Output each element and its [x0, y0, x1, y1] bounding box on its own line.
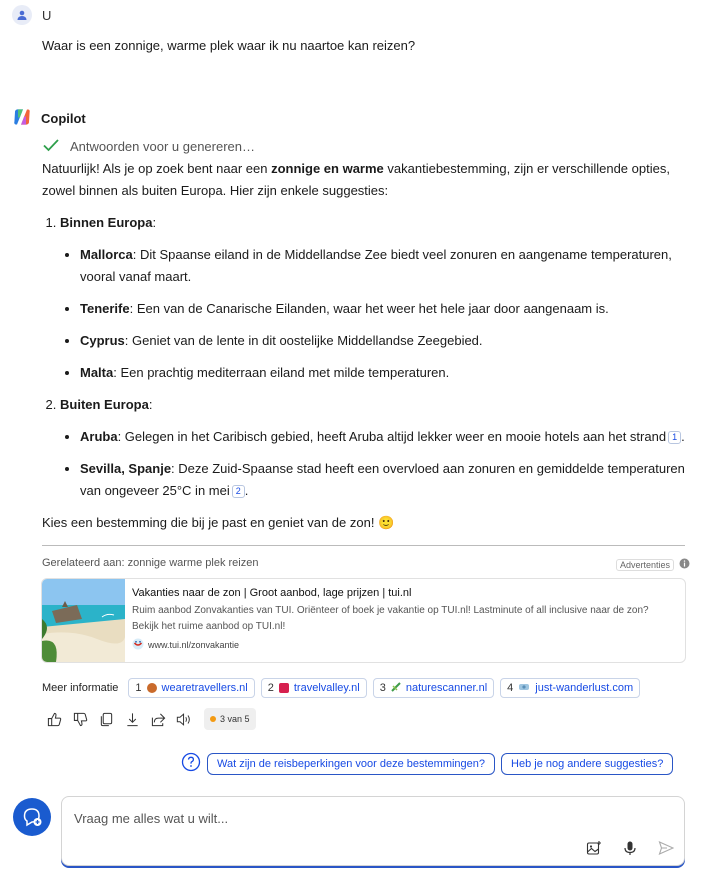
- user-name: U: [42, 7, 52, 23]
- source-name: naturescanner.nl: [405, 682, 488, 694]
- destination-text: : Gelegen in het Caribisch gebied, heeft Aruba altijd lekker weer en mooie hotels aan het strand: [117, 429, 667, 444]
- generating-status-text: Antwoorden voor u genereren…: [70, 139, 256, 154]
- answer-intro-bold: zonnige en warme: [271, 161, 384, 176]
- thumbs-down-icon[interactable]: [72, 711, 88, 727]
- user-avatar-icon: [12, 5, 32, 25]
- answer-intro-text-end: vakantiebestemming, zijn er verschillende opties, zowel binnen als buiten Europa. Hier zijn enkele suggesties:: [42, 161, 670, 198]
- ad-url-row[interactable]: [132, 638, 677, 652]
- user-message-header: [12, 5, 51, 25]
- status-dot: [210, 716, 216, 722]
- source-chip[interactable]: [261, 678, 367, 698]
- new-topic-button[interactable]: [13, 798, 51, 836]
- ad-card[interactable]: [41, 578, 686, 663]
- input-toolbar: [586, 840, 674, 859]
- ad-description: Ruim aanbod Zonvakanties van TUI. Oriënteer of boek je vakantie op TUI.nl! Lastminute of all inclusive naar de zon? Bekijk het ruime aanbod op TUI.nl!: [132, 605, 649, 632]
- destination-sections: [42, 212, 687, 502]
- section-binnen-europa: 1. Binnen Europa: • Mallorca: Dit Spaanse eiland in de Middellandse Zee biedt veel zonuren en aangename temperaturen, vooral vanaf maart. • Tenerife: Een van de Canarische Eilanden, waar het weer het hele jaar door aangenaam is. • Cyprus: Geniet van de lente in dit oostelijke Middellandse Zeegebied. • Malta: Een prachtig mediterraan eiland met milde temperaturen.: [60, 212, 687, 384]
- source-name: wearetravellers.nl: [161, 682, 248, 694]
- just-wanderlust-favicon-icon: [518, 682, 530, 695]
- ads-badge[interactable]: [616, 557, 690, 572]
- thumbs-up-icon[interactable]: [46, 711, 62, 727]
- copilot-logo-icon: [12, 107, 32, 130]
- source-chip[interactable]: [373, 678, 494, 698]
- suggestion-button[interactable]: Wat zijn de reisbeperkingen voor deze bestemmingen?: [207, 753, 495, 775]
- section-title: Buiten Europa: [60, 397, 149, 412]
- ad-title[interactable]: Vakanties naar de zon | Groot aanbod, lage prijzen | tui.nl: [132, 587, 412, 599]
- suggestion-button[interactable]: Heb je nog andere suggesties?: [501, 753, 673, 775]
- chat-input[interactable]: [61, 796, 685, 866]
- ads-label: Advertenties: [616, 559, 674, 571]
- checkmark-icon: [42, 138, 60, 155]
- list-item: • Aruba: Gelegen in het Caribisch gebied, heeft Aruba altijd lekker weer en mooie hotels aan het strand 1 .: [80, 426, 687, 448]
- chat-input-placeholder: Vraag me alles wat u wilt...: [74, 811, 229, 826]
- source-number: 3: [379, 682, 386, 694]
- tui-logo-icon: [132, 638, 144, 652]
- divider: [42, 545, 685, 546]
- response-count: 3 van 5: [220, 714, 250, 724]
- section-title: Binnen Europa: [60, 215, 153, 230]
- copilot-header: [12, 107, 86, 130]
- list-item: [80, 330, 687, 352]
- send-icon[interactable]: [658, 840, 674, 859]
- destination-list: [60, 244, 687, 384]
- image-upload-icon[interactable]: [586, 840, 602, 859]
- related-label: Gerelateerd aan: zonnige warme plek reizen: [42, 557, 259, 569]
- destination-name: Aruba: [80, 429, 118, 444]
- download-icon[interactable]: [124, 711, 140, 727]
- response-count-badge: [204, 708, 256, 730]
- speaker-icon[interactable]: [176, 711, 192, 727]
- destination-name: Sevilla, Spanje: [80, 461, 172, 476]
- list-item: [80, 244, 687, 288]
- destination-name: Tenerife: [80, 301, 130, 316]
- naturescanner-favicon-icon: [391, 682, 401, 695]
- source-number: 2: [267, 682, 274, 694]
- more-info-label: Meer informatie: [42, 682, 119, 694]
- user-message-text: Waar is een zonnige, warme plek waar ik nu naartoe kan reizen?: [42, 38, 416, 53]
- list-item: • Sevilla, Spanje: Deze Zuid-Spaanse stad heeft een overvloed aan zonuren en gemiddelde temperaturen van ongeveer 25°C in mei 2 .: [80, 458, 687, 502]
- copilot-name: Copilot: [41, 111, 86, 126]
- suggestion-row: [181, 752, 673, 775]
- microphone-icon[interactable]: [622, 840, 638, 859]
- travelvalley-favicon-icon: [279, 683, 289, 693]
- ad-url: www.tui.nl/zonvakantie: [148, 640, 240, 650]
- destination-text: : Geniet van de lente in dit oostelijke Middellandse Zeegebied.: [124, 333, 483, 348]
- destination-text: : Dit Spaanse eiland in de Middellandse Zee biedt veel zonuren en aangename temperaturen, vooral vanaf maart.: [80, 247, 672, 284]
- ad-text: [125, 579, 685, 662]
- source-name: travelvalley.nl: [293, 682, 360, 694]
- generating-status: [42, 138, 255, 155]
- source-chip[interactable]: [128, 678, 254, 698]
- source-number: 1: [135, 682, 142, 694]
- copilot-answer: [42, 158, 687, 534]
- citation-link[interactable]: 1: [668, 431, 681, 444]
- wearetravellers-favicon-icon: [147, 683, 157, 693]
- destination-text: : Deze Zuid-Spaanse stad heeft een overvloed aan zonuren en gemiddelde temperaturen van ongeveer 25°C in mei: [80, 461, 685, 498]
- answer-intro: [42, 158, 687, 202]
- copy-icon[interactable]: [98, 711, 114, 727]
- message-actions: [46, 708, 256, 730]
- source-name: just-wanderlust.com: [535, 682, 634, 694]
- answer-intro-text: Natuurlijk! Als je op zoek bent naar een: [42, 161, 272, 176]
- destination-name: Cyprus: [80, 333, 125, 348]
- source-number: 4: [507, 682, 514, 694]
- destination-name: Malta: [80, 365, 114, 380]
- answer-closing: Kies een bestemming die bij je past en geniet van de zon! 🙂: [42, 515, 395, 530]
- ad-beach-image: [42, 579, 125, 662]
- citation-link[interactable]: 2: [232, 485, 245, 498]
- more-info-row: [42, 678, 640, 698]
- list-item: [80, 298, 687, 320]
- section-buiten-europa: 2. Buiten Europa: • Aruba: Gelegen in het Caribisch gebied, heeft Aruba altijd lekker weer en mooie hotels aan het strand 1 . • Sevilla, Spanje: Deze Zuid-Spaanse stad heeft een overvloed aan zonuren en gemiddelde temperaturen van ongeveer 25°C in mei 2 .: [60, 394, 687, 502]
- source-chip[interactable]: [500, 678, 640, 698]
- destination-text: : Een prachtig mediterraan eiland met milde temperaturen.: [113, 365, 450, 380]
- share-icon[interactable]: [150, 711, 166, 727]
- list-item: [80, 362, 687, 384]
- destination-name: Mallorca: [80, 247, 133, 262]
- destination-list: [60, 426, 687, 502]
- destination-text: : Een van de Canarische Eilanden, waar het weer het hele jaar door aangenaam is.: [129, 301, 609, 316]
- question-bubble-icon: [181, 752, 201, 775]
- info-icon[interactable]: [679, 557, 690, 572]
